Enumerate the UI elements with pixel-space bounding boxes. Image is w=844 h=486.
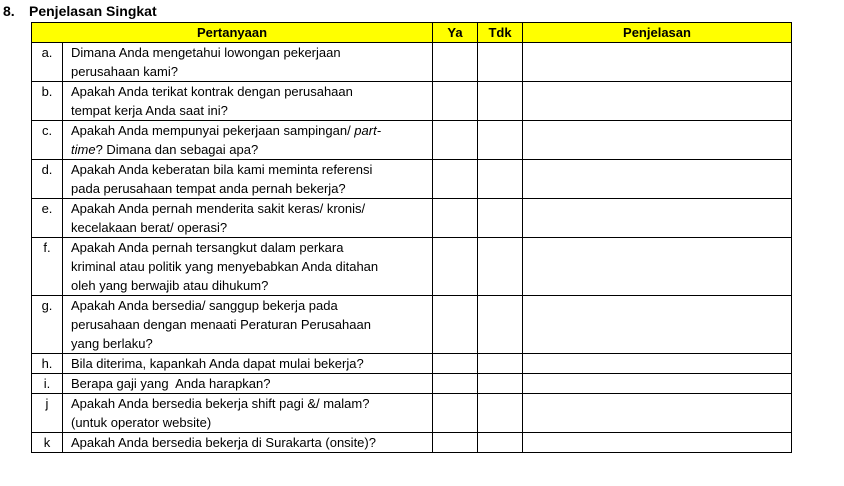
no-cell[interactable] [478, 374, 523, 394]
no-cell[interactable] [478, 296, 523, 354]
yes-cell[interactable] [433, 374, 478, 394]
table-row [32, 354, 792, 374]
explanation-cell[interactable] [523, 433, 792, 453]
explanation-cell[interactable] [523, 238, 792, 296]
table-row [32, 374, 792, 394]
table-row [32, 82, 792, 121]
explanation-cell[interactable] [523, 354, 792, 374]
section-number: 8. [3, 3, 15, 19]
row-letter: g. [32, 296, 63, 354]
no-cell[interactable] [478, 433, 523, 453]
no-cell[interactable] [478, 238, 523, 296]
no-cell[interactable] [478, 43, 523, 82]
row-letter: a. [32, 43, 63, 82]
table-row [32, 433, 792, 453]
header-no: Tdk [478, 23, 523, 43]
row-letter: j [32, 394, 63, 433]
table-header-row [32, 23, 792, 43]
explanation-cell[interactable] [523, 394, 792, 433]
explanation-cell[interactable] [523, 43, 792, 82]
table-row [32, 238, 792, 296]
explanation-cell[interactable] [523, 121, 792, 160]
row-letter: c. [32, 121, 63, 160]
question-text: Apakah Anda mempunyai pekerjaan sampingan/ part- time? Dimana dan sebagai apa? [63, 121, 433, 160]
table-row [32, 160, 792, 199]
question-text: Bila diterima, kapankah Anda dapat mulai bekerja? [63, 354, 433, 374]
row-letter: d. [32, 160, 63, 199]
no-cell[interactable] [478, 394, 523, 433]
question-text: Apakah Anda bersedia bekerja di Surakarta (onsite)? [63, 433, 433, 453]
row-letter: b. [32, 82, 63, 121]
yes-cell[interactable] [433, 199, 478, 238]
section-title: Penjelasan Singkat [29, 3, 157, 19]
yes-cell[interactable] [433, 238, 478, 296]
no-cell[interactable] [478, 82, 523, 121]
table-row [32, 199, 792, 238]
question-text: Apakah Anda bersedia bekerja shift pagi &/ malam? (untuk operator website) [63, 394, 433, 433]
row-letter: h. [32, 354, 63, 374]
explanation-cell[interactable] [523, 199, 792, 238]
section-heading [3, 2, 157, 20]
yes-cell[interactable] [433, 394, 478, 433]
table-row [32, 43, 792, 82]
header-explanation: Penjelasan [523, 23, 792, 43]
header-question: Pertanyaan [32, 23, 433, 43]
explanation-cell[interactable] [523, 82, 792, 121]
questions-table [31, 22, 792, 453]
row-letter: e. [32, 199, 63, 238]
question-text: Dimana Anda mengetahui lowongan pekerjaan perusahaan kami? [63, 43, 433, 82]
question-text: Apakah Anda pernah tersangkut dalam perkara kriminal atau politik yang menyebabkan Anda ditahan oleh yang berwajib atau dihukum? [63, 238, 433, 296]
explanation-cell[interactable] [523, 374, 792, 394]
table-row [32, 394, 792, 433]
no-cell[interactable] [478, 121, 523, 160]
row-letter: f. [32, 238, 63, 296]
table-row [32, 121, 792, 160]
table-row [32, 296, 792, 354]
question-text: Berapa gaji yang Anda harapkan? [63, 374, 433, 394]
yes-cell[interactable] [433, 82, 478, 121]
explanation-cell[interactable] [523, 160, 792, 199]
header-yes: Ya [433, 23, 478, 43]
yes-cell[interactable] [433, 121, 478, 160]
question-text: Apakah Anda pernah menderita sakit keras/ kronis/ kecelakaan berat/ operasi? [63, 199, 433, 238]
no-cell[interactable] [478, 354, 523, 374]
no-cell[interactable] [478, 199, 523, 238]
yes-cell[interactable] [433, 43, 478, 82]
row-letter: i. [32, 374, 63, 394]
no-cell[interactable] [478, 160, 523, 199]
question-text: Apakah Anda terikat kontrak dengan perusahaan tempat kerja Anda saat ini? [63, 82, 433, 121]
yes-cell[interactable] [433, 354, 478, 374]
yes-cell[interactable] [433, 433, 478, 453]
explanation-cell[interactable] [523, 296, 792, 354]
question-text: Apakah Anda keberatan bila kami meminta referensi pada perusahaan tempat anda pernah bekerja? [63, 160, 433, 199]
yes-cell[interactable] [433, 160, 478, 199]
question-text: Apakah Anda bersedia/ sanggup bekerja pada perusahaan dengan menaati Peraturan Perusahaan yang berlaku? [63, 296, 433, 354]
row-letter: k [32, 433, 63, 453]
yes-cell[interactable] [433, 296, 478, 354]
